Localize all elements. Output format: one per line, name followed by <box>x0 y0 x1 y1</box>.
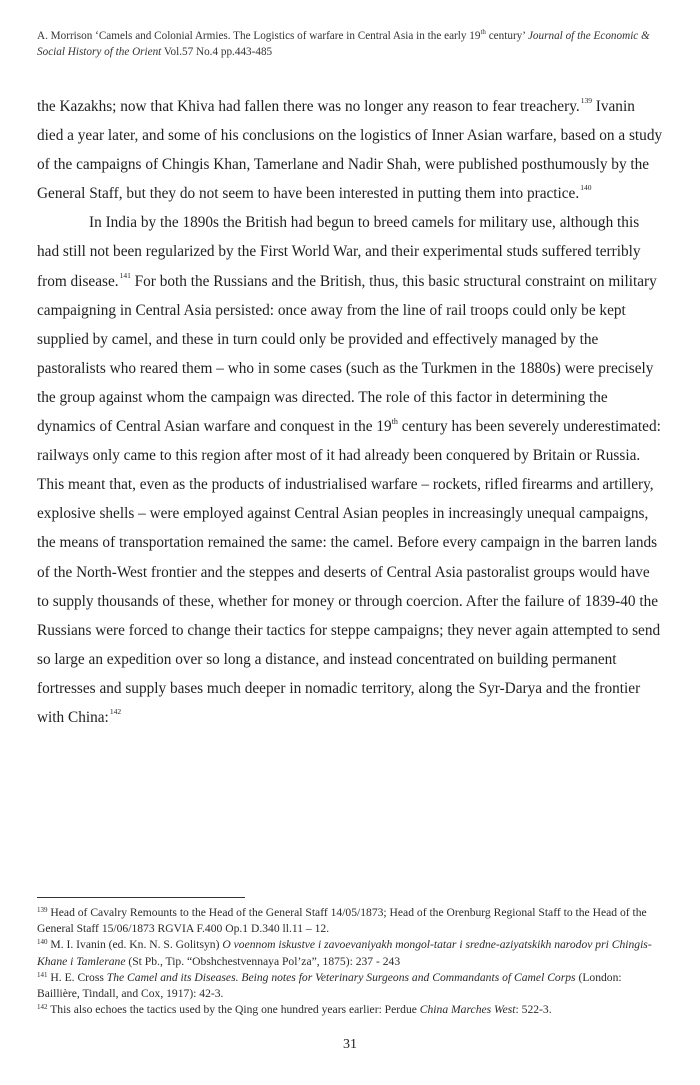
footnote-141 <box>37 970 663 1002</box>
footnote-text: This also echoes the tactics used by the Qing one hundred years earlier: Perdue <box>47 1003 420 1017</box>
page-number: 31 <box>343 1037 357 1052</box>
footnote-text: M. I. Ivanin (ed. Kn. N. S. Golitsyn) <box>47 938 223 952</box>
paragraph-1 <box>37 92 663 208</box>
footnote-140 <box>37 937 663 969</box>
footnote-divider <box>37 897 245 898</box>
header-title-end: century’ <box>485 30 528 42</box>
paragraph-1-text-2: Ivanin died a year later, and some of his conclusions on the logistics of Inner Asian warfare, based on a study of the campaigns of Chingis Khan, Tamerlane and Nadir Shah, were published posthumously by the General Staff, but they do not seem to have been interested in putting them into practice. <box>37 98 663 203</box>
footnote-text-post: (London: Baillière, Tindall, and Cox, 1917): 42-3. <box>37 970 622 1001</box>
footnote-ref-140[interactable]: 140 <box>580 183 592 193</box>
footnote-number: 142 <box>37 1003 48 1012</box>
footnote-number: 141 <box>37 970 48 979</box>
footnote-italic-title: The Camel and its Diseases. Being notes for Veterinary Surgeons and Commandants of Camel Corps <box>106 970 576 984</box>
footnote-text: Head of Cavalry Remounts to the Head of the General Staff 14/05/1873; Head of the Orenburg Regional Staff to the Head of the General Staff 15/06/1873 RGVIA F.400 Op.1 D.340 ll.11 – 12. <box>37 906 647 936</box>
header-volume: Vol.57 No.4 pp.443-485 <box>161 46 273 58</box>
running-header <box>37 28 667 60</box>
footnote-139 <box>37 905 663 937</box>
footnote-text: H. E. Cross <box>47 970 107 984</box>
paragraph-2 <box>37 208 663 732</box>
footnote-italic-title: O voennom iskustve i zavoevaniyakh mongol-tatar i sredne-aziyatskikh narodov pri Chingis-Khane i Tamlerane <box>37 938 652 968</box>
footnotes <box>37 905 663 1018</box>
paragraph-2-text: In India by the 1890s the British had begun to breed camels for military use, although this had still not been regularized by the First World War, and their experimental studs suffered terribly from disease. <box>37 214 641 290</box>
ordinal-sup: th <box>391 417 398 427</box>
header-ordinal-sup: th <box>480 28 486 36</box>
footnote-text-post: : 522-3. <box>515 1003 552 1017</box>
header-author-title: A. Morrison ‘Camels and Colonial Armies. The Logistics of warfare in Central Asia in the early 19 <box>37 30 481 42</box>
footnote-text-post: (St Pb., Tip. “Obshchestvennaya Pol’za”, 1875): 237 - 243 <box>125 954 401 968</box>
paragraph-1-text: the Kazakhs; now that Khiva had fallen there was no longer any reason to fear treachery. <box>37 98 580 115</box>
footnote-142 <box>37 1002 663 1018</box>
footnote-ref-139[interactable]: 139 <box>580 96 592 105</box>
footnote-number: 139 <box>37 906 48 914</box>
paragraph-2-text-3: century has been severely underestimated: railways only came to this region after most of it had already been conquered by Britain or Russia. This meant that, even as the products of industrialised warfare – rockets, rifled firearms and artillery, explosive shells – were employed against Central Asian peoples in increasingly unequal campaigns, the means of transportation remained the same: the camel. Before every campaign in the barren lands of the North-West frontier and the steppes and deserts of Central Asia pastoralist groups would have to supply thousands of these, whether for money or through coercion. After the failure of 1839-40 the Russians were forced to change their tactics for steppe campaigns; they never again attempted to send so large an expedition over so long a distance, and instead concentrated on building permanent fortresses and supply bases much deeper in nomadic territory, along the Syr-Darya and the frontier with China: <box>37 418 661 726</box>
body-text <box>37 92 663 732</box>
paragraph-2-text-2: For both the Russians and the British, thus, this basic structural constraint on military campaigning in Central Asia persisted: once away from the line of rail troops could only be kept supplied by camel, and these in turn could only be provided and effectively managed by the pastoralists who reared them – who in some cases (such as the Turkmen in the 1880s) were precisely the group against whom the campaign was directed. The role of this factor in determining the dynamics of Central Asian warfare and conquest in the 19 <box>37 272 657 436</box>
footnote-ref-142[interactable]: 142 <box>109 706 122 716</box>
footnote-number: 140 <box>37 938 48 947</box>
footnote-italic-title: China Marches West <box>419 1003 516 1017</box>
header-journal-name: Journal of the Economic & Social History of the Orient <box>37 30 650 58</box>
footnote-ref-141[interactable]: 141 <box>119 270 131 280</box>
